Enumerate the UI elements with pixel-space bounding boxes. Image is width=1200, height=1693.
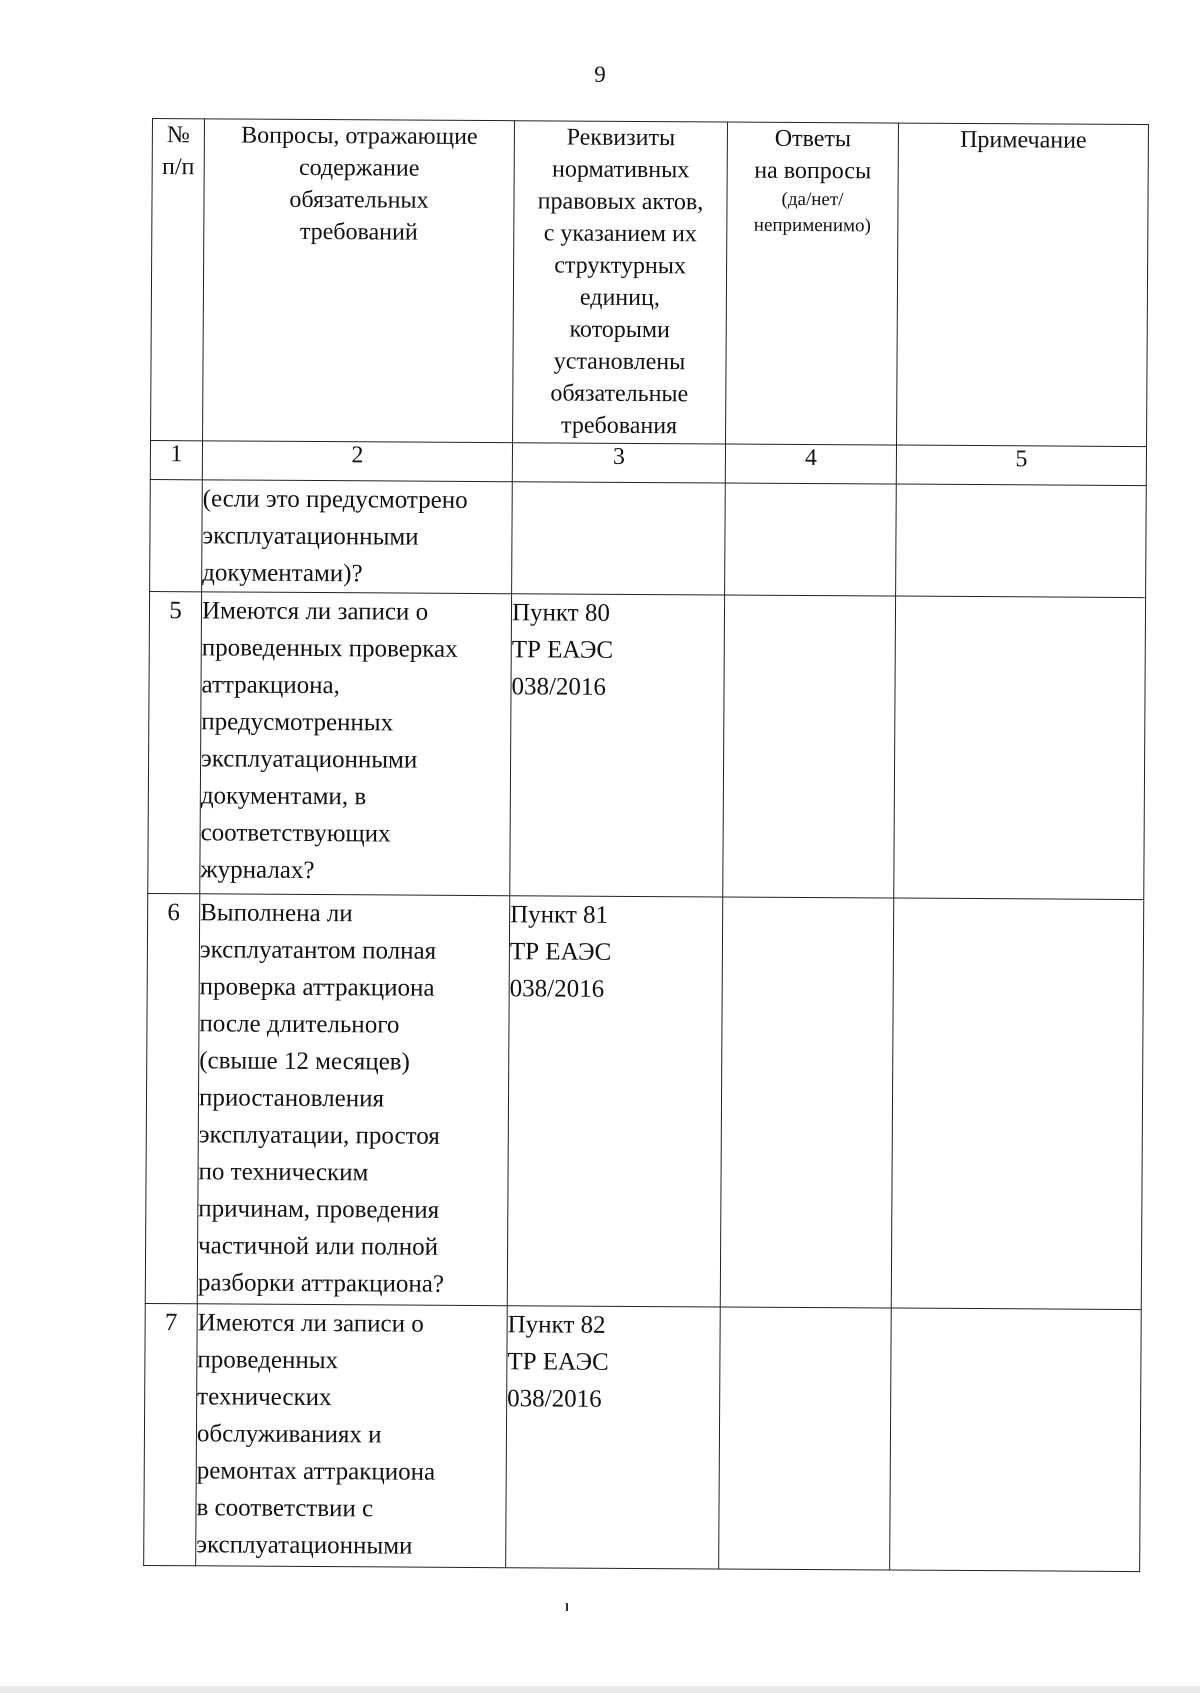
header-questions: Вопросы, отражающие содержание обязательных требований [203,119,515,443]
table-row [148,591,1146,899]
question-cell: Имеются ли записи о проведенных технических обслуживаниях и ремонтах аттракциона в соответствии с эксплуатационными [196,1304,508,1568]
scan-bottom-edge [0,1686,1200,1693]
table-header-row [151,119,1149,447]
note-cell[interactable] [890,1308,1142,1572]
note-cell[interactable] [896,484,1147,598]
reference-cell: Пункт 82 ТР ЕАЭС 038/2016 [506,1306,721,1569]
column-number-row [150,440,1146,485]
row-number: 5 [148,591,202,893]
answer-cell[interactable] [719,1307,892,1570]
question-cell: Имеются ли записи о проведенных проверках аттракциона, предусмотренных эксплуатационными документами, в соответствующих журналах? [200,592,512,896]
column-number: 4 [725,444,896,484]
row-number: 7 [144,1303,198,1565]
header-number: № п/п [151,119,205,441]
header-note: Примечание [897,123,1149,447]
question-cell: Выполнена ли эксплуатантом полная проверка аттракциона после длительного (свыше 12 месяцев) приостановления эксплуатации, простоя по техническим причинам, проведения частичной или полной разборки аттракциона? [197,894,509,1306]
table-row [144,1303,1142,1571]
row-number: 6 [145,893,200,1303]
column-number: 2 [202,441,512,482]
scan-speck [566,1603,568,1611]
table-row [150,479,1147,597]
question-cell: (если это предусмотрено эксплуатационными документами)? [202,480,513,594]
note-cell[interactable] [894,596,1146,900]
column-number: 3 [512,443,725,483]
note-cell[interactable] [891,898,1143,1310]
column-number: 1 [150,440,202,479]
column-number: 5 [896,445,1146,486]
row-number [150,479,203,591]
header-legal-references: Реквизиты нормативных правовых актов, с указанием их структурных единиц, которыми установлены обязательные требования [513,121,728,444]
answer-cell[interactable] [723,595,896,898]
reference-cell: Пункт 81 ТР ЕАЭС 038/2016 [507,896,723,1307]
reference-cell: Пункт 80 ТР ЕАЭС 038/2016 [510,594,725,897]
table-row [145,893,1143,1309]
requirements-checklist-table [143,118,1149,1572]
header-answers: Ответы на вопросы (да/нет/ неприменимо) [726,122,899,445]
page-number: 9 [594,62,606,87]
answer-cell[interactable] [720,897,894,1308]
answer-cell[interactable] [725,483,897,596]
reference-cell [512,482,726,595]
